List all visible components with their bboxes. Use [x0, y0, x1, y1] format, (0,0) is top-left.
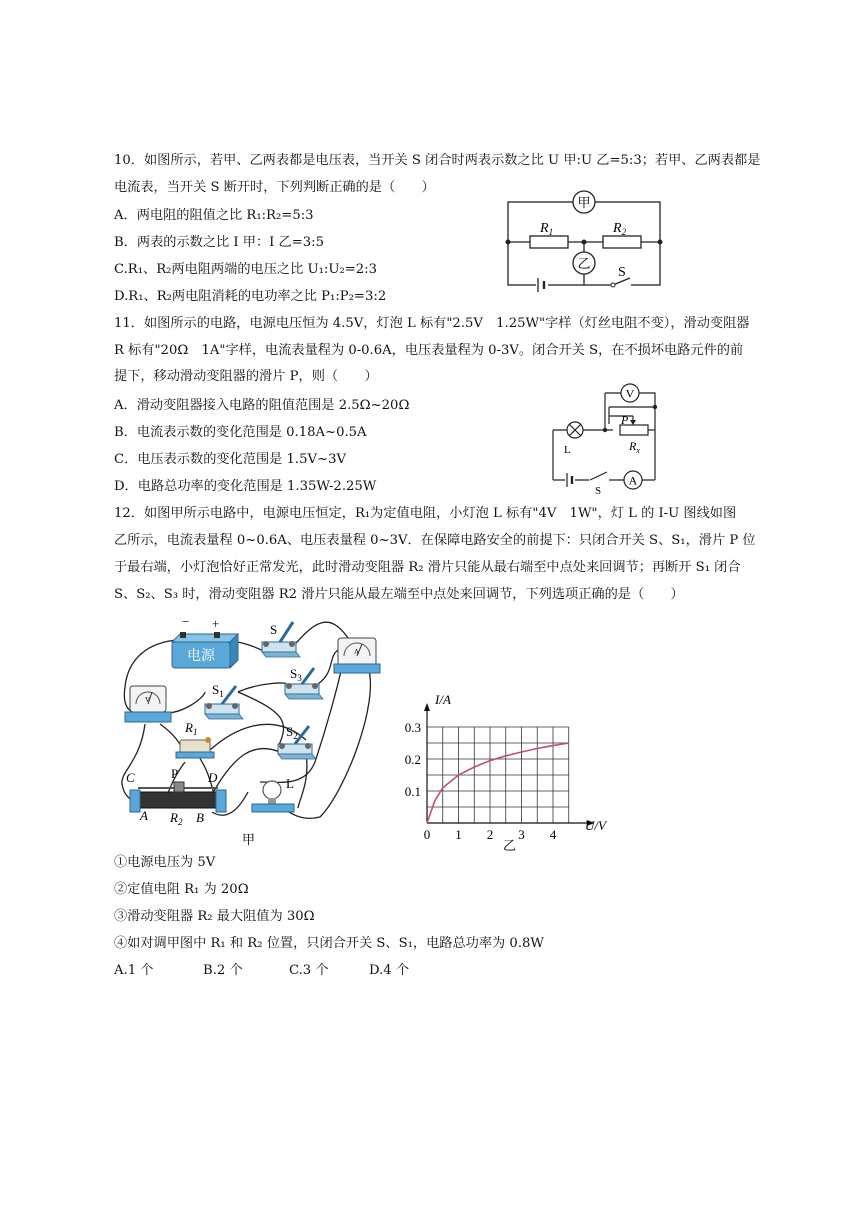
terminal-c-label: C — [126, 770, 135, 785]
switch-s2-label: $S_2$ — [286, 724, 298, 741]
figure-jia-caption: 甲 — [242, 832, 256, 847]
q12-choice-d: D.4 个 — [369, 963, 410, 978]
resistor-r2 — [603, 236, 641, 248]
q12-line-1: 12．如图甲所示电路中，电源电压恒定，R₁为定值电阻，小灯泡 L 标有"4V 1W"，灯 L 的 I-U 图线如图 — [114, 506, 737, 521]
q10-option-b: B．两表的示数之比 I 甲：I 乙=3:5 — [114, 235, 325, 250]
r1-label: $R_1$ — [540, 221, 554, 237]
q10-option-d: D.R₁、R₂两电阻消耗的电功率之比 P₁:P₂=3:2 — [114, 289, 387, 304]
x-tick-label: 1 — [455, 827, 462, 842]
switch-s3-label: $S_3$ — [290, 666, 302, 683]
battery-minus-label: − — [182, 614, 190, 629]
figure-yi-caption: 乙 — [503, 838, 517, 853]
switch-s-label: S — [270, 622, 278, 637]
switch-s-label: S — [618, 265, 626, 280]
x-tick-label: 4 — [549, 827, 557, 842]
q11-line-3: 提下，移动滑动变阻器的滑片 P，则（ ） — [114, 369, 378, 384]
switch-s-icon — [262, 622, 300, 657]
q10-line-1: 10．如图所示，若甲、乙两表都是电压表，当开关 S 闭合时两表示数之比 U 甲:U 乙=5:3；若甲、乙两表都是 — [114, 153, 761, 168]
q10-line-2: 电流表，当开关 S 断开时，下列判断正确的是（ ） — [114, 180, 435, 195]
resistor-r1-icon — [176, 737, 214, 758]
y-axis-label: I/A — [435, 692, 451, 707]
terminal-b-label: B — [196, 810, 204, 825]
y-tick-label: 0.3 — [404, 720, 421, 735]
q11-line-2: R 标有"20Ω 1A"字样，电流表量程为 0-0.6A，电压表量程为 0-3V。闭合开关 S，在不损坏电路元件的前 — [114, 343, 744, 358]
iu-curve-line — [427, 743, 569, 823]
q12-iu-graph — [395, 690, 625, 855]
r2-label: $R_2$ — [613, 221, 627, 237]
lamp-label: L — [286, 776, 294, 791]
x-tick-label: 2 — [486, 827, 494, 842]
rx-label: $R_x$ — [629, 439, 640, 455]
switch-s1-label: $S_1$ — [212, 682, 224, 699]
voltmeter-icon — [125, 686, 171, 722]
q11-line-1: 11．如图所示的电路，电源电压恒为 4.5V，灯泡 L 标有"2.5V 1.25W"字样（灯丝电阻不变），滑动变阻器 — [114, 316, 750, 331]
switch-s-label: S — [595, 485, 602, 497]
q11-option-b: B．电流表示数的变化范围是 0.18A~0.5A — [114, 425, 367, 440]
q12-line-3: 于最右端，小灯泡恰好正常发光，此时滑动变阻器 R₂ 滑片只能从最右端至中点处来回调节；再断开 S₁ 闭合 — [114, 560, 741, 575]
y-tick-label: 0.2 — [404, 752, 421, 767]
q12-statement-1: ①电源电压为 5V — [114, 855, 216, 870]
q12-statement-3: ③滑动变阻器 R₂ 最大阻值为 30Ω — [114, 909, 315, 924]
slider-p-label: P — [171, 766, 179, 781]
voltmeter-face-label: V — [145, 696, 151, 704]
q11-circuit-diagram — [545, 380, 670, 498]
x-tick-label: 3 — [518, 827, 525, 842]
resistor-r1 — [530, 236, 568, 248]
ammeter-label: A — [628, 473, 638, 488]
x-tick-label: 0 — [423, 827, 431, 842]
q12-choice-b: B.2 个 — [203, 963, 243, 978]
meter-yi-label: 乙 — [577, 256, 591, 271]
y-tick-label: 0.1 — [404, 784, 421, 799]
q12-statement-4: ④如对调甲图中 R₁ 和 R₂ 位置，只闭合开关 S、S₁，电路总功率为 0.8W — [114, 936, 544, 951]
slider-p-icon — [630, 420, 636, 425]
q11-option-a: A．滑动变阻器接入电路的阻值范围是 2.5Ω~20Ω — [114, 398, 410, 413]
q12-physical-circuit-jia — [110, 612, 390, 850]
terminal-d-label: D — [208, 770, 218, 785]
resistor-r1-label: $R_1$ — [185, 720, 198, 737]
slider-p-label: P — [621, 413, 629, 427]
voltmeter-label: V — [625, 386, 635, 401]
q10-option-a: A．两电阻的阻值之比 R₁:R₂=5:3 — [114, 208, 314, 223]
battery-plus-label: + — [212, 616, 220, 631]
ammeter-face-label: A — [354, 648, 360, 656]
x-axis-label: U/V — [585, 818, 606, 833]
y-axis-arrow-icon — [424, 703, 430, 711]
q12-choice-c: C.3 个 — [289, 963, 329, 978]
power-supply-label: 电源 — [187, 649, 215, 664]
q12-choice-a: A.1 个 — [114, 963, 154, 978]
terminal-a-label: A — [140, 808, 148, 823]
q10-circuit-diagram — [500, 185, 670, 300]
meter-jia-label: 甲 — [577, 195, 591, 210]
q12-line-2: 乙所示，电流表量程 0~0.6A、电压表量程 0~3V．在保障电路安全的前提下：只闭合开关 S、S₁，滑片 P 位 — [114, 533, 756, 548]
q10-option-c: C.R₁、R₂两电阻两端的电压之比 U₁:U₂=2:3 — [114, 262, 378, 277]
q12-line-4: S、S₂、S₃ 时，滑动变阻器 R2 滑片只能从最左端至中点处来回调节，下列选项正确的是（ ） — [114, 587, 684, 602]
q11-option-d: D．电路总功率的变化范围是 1.35W-2.25W — [114, 479, 377, 494]
switch-s1-icon — [205, 686, 243, 719]
lamp-label: L — [564, 444, 571, 456]
rheostat-r2-label: $R_2$ — [170, 810, 183, 827]
q12-statement-2: ②定值电阻 R₁ 为 20Ω — [114, 882, 249, 897]
q11-option-c: C．电压表示数的变化范围是 1.5V~3V — [114, 452, 346, 467]
